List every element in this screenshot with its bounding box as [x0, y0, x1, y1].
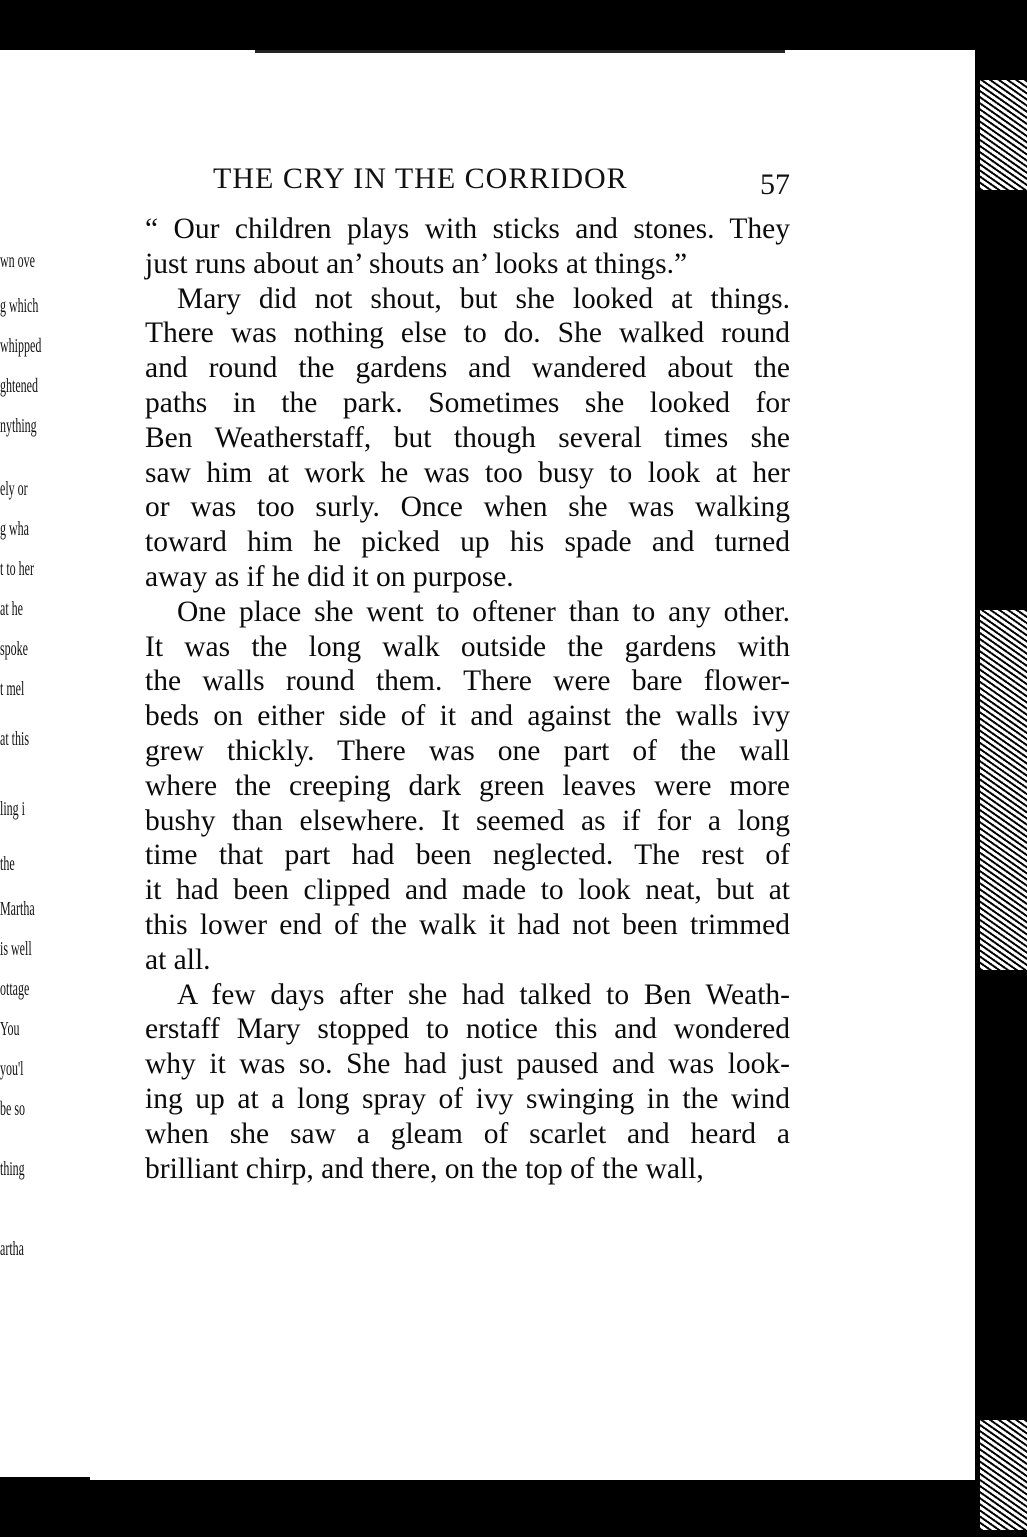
- text-line: beds on either side of it and against the walls ivy: [145, 700, 790, 733]
- text-line: A few days after she had talked to Ben Weath-: [177, 978, 790, 1011]
- page-header: [145, 160, 790, 200]
- edge-noise: [980, 610, 1027, 970]
- edge-noise: [980, 80, 1027, 190]
- margin-fragment: is well: [0, 938, 32, 960]
- text-line: Mary did not shout, but she looked at things.: [177, 282, 790, 315]
- margin-fragment: Martha: [0, 898, 35, 920]
- margin-fragment: wn ove: [0, 250, 35, 272]
- margin-fragment: g which: [0, 295, 39, 317]
- text-line: it had been clipped and made to look neat, but at: [145, 874, 790, 907]
- text-line: time that part had been neglected. The rest of: [145, 839, 790, 872]
- margin-fragment: be so: [0, 1098, 26, 1120]
- margin-fragment: at he: [0, 598, 23, 620]
- margin-fragment: you'l: [0, 1058, 24, 1080]
- text-line: this lower end of the walk it had not been trimmed: [145, 908, 790, 941]
- margin-fragment: t to her: [0, 558, 34, 580]
- page-edge: [975, 60, 1027, 1530]
- margin-fragment: g wha: [0, 518, 29, 540]
- text-line: It was the long walk outside the gardens with: [145, 630, 790, 663]
- text-line: at all.: [145, 943, 211, 976]
- scan-corner: [0, 1477, 90, 1537]
- paragraph: [145, 978, 790, 1187]
- text-line: “ Our children plays with sticks and stones. They: [145, 213, 790, 245]
- text-line: or was too surly. Once when she was walking: [145, 491, 790, 524]
- text-line: toward him he picked up his spade and turned: [145, 526, 790, 559]
- margin-fragment: the: [0, 853, 15, 875]
- margin-fragment: artha: [0, 1238, 24, 1260]
- paragraph: [145, 212, 790, 282]
- margin-fragment: You: [0, 1018, 20, 1040]
- margin-fragment: ely or: [0, 478, 28, 500]
- text-line: erstaff Mary stopped to notice this and wondered: [145, 1013, 790, 1046]
- text-line: brilliant chirp, and there, on the top of the wall,: [145, 1152, 704, 1185]
- margin-fragment: spoke: [0, 638, 29, 660]
- margin-fragment: nything: [0, 415, 37, 437]
- text-line: why it was so. She had just paused and was look-: [145, 1048, 790, 1081]
- text-line: One place she went to oftener than to any other.: [177, 595, 790, 628]
- text-line: paths in the park. Sometimes she looked for: [145, 386, 790, 419]
- body-text: [145, 212, 790, 1186]
- margin-fragment: at this: [0, 728, 30, 750]
- text-line: Ben Weatherstaff, but though several times she: [145, 421, 790, 454]
- margin-fragment: ottage: [0, 978, 30, 1000]
- text-line: away as if he did it on purpose.: [145, 560, 514, 593]
- margin-fragment: thing: [0, 1158, 25, 1180]
- text-line: and round the gardens and wandered about the: [145, 352, 790, 385]
- running-head: THE CRY IN THE CORRIDOR: [213, 162, 628, 195]
- margin-fragment: ling i: [0, 798, 26, 820]
- margin-fragment: whipped: [0, 335, 42, 357]
- page-number: 57: [760, 168, 790, 201]
- text-line: the walls round them. There were bare flower-: [145, 665, 790, 698]
- text-line: grew thickly. There was one part of the wall: [145, 734, 790, 767]
- text-line: ing up at a long spray of ivy swinging in the wind: [145, 1082, 790, 1115]
- text-line: saw him at work he was too busy to look at her: [145, 456, 790, 489]
- edge-noise: [980, 1420, 1027, 1530]
- margin-fragment: ghtened: [0, 375, 38, 397]
- margin-fragment: t mel: [0, 678, 25, 700]
- text-line: bushy than elsewhere. It seemed as if for a long: [145, 804, 790, 837]
- text-line: when she saw a gleam of scarlet and heard a: [145, 1117, 790, 1150]
- facing-page-fragments: [0, 250, 44, 1260]
- paragraph: [145, 282, 790, 595]
- text-line: There was nothing else to do. She walked round: [145, 317, 790, 350]
- paragraph: [145, 595, 790, 978]
- text-line: just runs about an’ shouts an’ looks at things.”: [145, 247, 688, 280]
- top-rule: [255, 50, 785, 53]
- text-line: where the creeping dark green leaves were more: [145, 769, 790, 802]
